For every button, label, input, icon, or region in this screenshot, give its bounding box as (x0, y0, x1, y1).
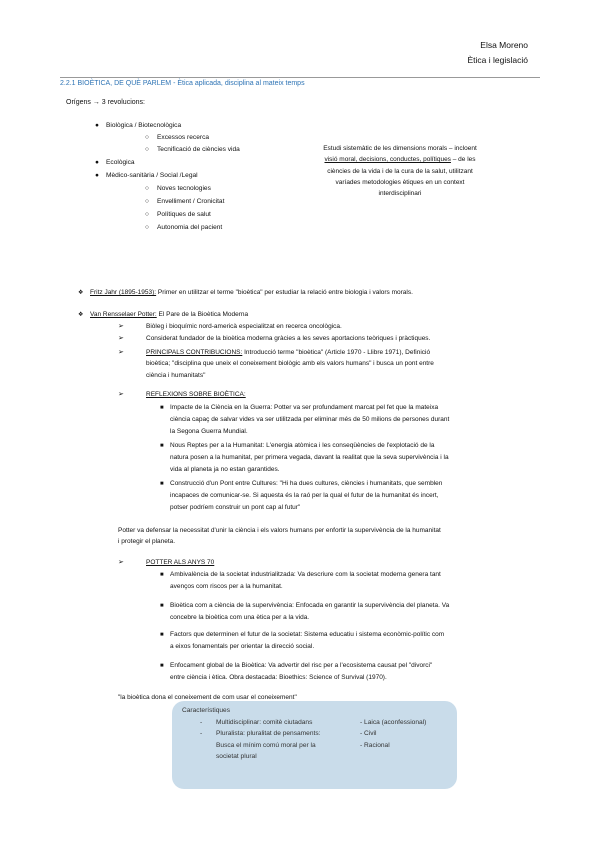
list-item: ● Mèdico-sanitària / Social /Legal (95, 170, 198, 182)
diamond-bullet-icon: ❖ (78, 290, 84, 296)
bullet-icon: ● (95, 172, 99, 179)
characteristics-left: - Multidisciplinar: comitè ciutadans - Pluralista: pluralitat de pensaments: Busca el mínim comú moral per la societat plural (200, 719, 321, 761)
seventies-item: ■ Factors que determinen el futur de la societat: Sistema educatiu i sistema econòmic-polític com a eixos fonamentals per orientar la direcció social. (160, 631, 445, 651)
circle-bullet-icon: ○ (145, 185, 149, 192)
arrow-bullet-icon: ➢ (118, 391, 124, 398)
bioethics-definition: Estudi sistemàtic de les dimensions morals – incloent visió moral, decisions, conductes, polítiques – de les ciències de la vida i de la cura de la salut, utilitzant varíades metodologies ètiques en un context interdisciplinari (323, 145, 477, 198)
bullet-icon: ● (95, 122, 99, 129)
list-item: ○ Autonomia del pacient (145, 222, 222, 234)
square-bullet-icon: ■ (160, 405, 164, 411)
square-bullet-icon: ■ (160, 603, 164, 609)
author-name: Elsa Moreno (480, 40, 528, 50)
list-item: ● Ecològica (95, 157, 135, 169)
circle-bullet-icon: ○ (145, 198, 149, 205)
arrow-bullet-icon: ➢ (118, 323, 124, 330)
subject-name: Ètica i legislació (467, 55, 528, 65)
reflection-item: ■ Construcció d'un Pont entre Cultures: "Hi ha dues cultures, ciències i humanitats, que semblen incapaces de comunicar-se. Si aquesta és la raó per la qual el futur de la humanitat és incert, potser podríem construir un pont cap al futur" (160, 480, 443, 511)
list-item: ○ Tecnificació de ciències vida (145, 144, 240, 156)
list-item: ○ Polítiques de salut (145, 209, 211, 221)
seventies-heading: ➢ POTTER ALS ANYS 70 (118, 557, 214, 568)
square-bullet-icon: ■ (160, 663, 164, 669)
seventies-item: ■ Ambivalència de la societat industrialitzada: Va descriure com la societat moderna genera tant avenços com riscos per a la humanitat. (160, 571, 441, 591)
potter-defense: Potter va defensar la necessitat d'unir la ciència i els valors humans per enfortir la supervivència de la humanitat i protegir el planeta. (118, 527, 441, 546)
diamond-bullet-icon: ❖ (78, 312, 84, 318)
square-bullet-icon: ■ (160, 481, 164, 487)
potter-point: ➢ Biòleg i bioquímic nord-americà especialitzat en recerca oncològica. (118, 321, 342, 332)
section-title: 2.2.1 BIOÈTICA, DE QUÈ PARLEM - Ètica aplicada, disciplina al mateix temps (60, 80, 305, 87)
square-bullet-icon: ■ (160, 572, 164, 578)
list-item: ○ Envelliment / Cronicitat (145, 196, 224, 208)
arrow-bullet-icon: ➢ (118, 349, 124, 356)
reflection-item: ■ Impacte de la Ciència en la Guerra: Potter va ser profundament marcat pel fet que la mateixa ciència capaç de salvar vides va ser utilitzada per eliminar més de 50 milions de persones durant la Segona Guerra Mundial. (160, 404, 450, 435)
header-divider (60, 77, 540, 78)
potter-quote: "la bioètica dona el coneixement de com usar el coneixement" (118, 694, 297, 701)
characteristics-box (172, 701, 457, 789)
seventies-item: ■ Enfocament global de la Bioètica: Va advertir del risc per a l'ecosistema causat pel "divorci" entre ciència i ètica. Obra destacada: Bioethics: Science of Survival (1970). (160, 662, 433, 682)
list-item: ○ Noves tecnologies (145, 183, 211, 195)
bullet-icon: ● (95, 159, 99, 166)
circle-bullet-icon: ○ (145, 146, 149, 153)
jahr-entry: ❖ Fritz Jahr (1895-1953): Primer en utilitzar el terme "bioètica" per estudiar la relació entre biologia i valors morals. (78, 287, 548, 299)
arrow-bullet-icon: ➢ (118, 335, 124, 342)
circle-bullet-icon: ○ (145, 134, 149, 141)
list-item: ○ Excessos recerca (145, 132, 209, 144)
characteristics-right: - Laica (aconfessional) - Civil - Racional (360, 719, 427, 749)
potter-point: ➢ Considerat fundador de la bioètica moderna gràcies a les seves aportacions teòriques i pràctiques. (118, 333, 430, 344)
reflection-item: ■ Nous Reptes per a la Humanitat: L'energia atòmica i les conseqüències de l'explotació de la natura posen a la humanitat, per primera vegada, davant la realitat que la seva supervivència i la vida al planeta ja no estan garantides. (160, 442, 449, 473)
seventies-item: ■ Bioètica com a ciència de la supervivència: Enfocada en garantir la supervivència del planeta. Va concebre la bioètica com una ètica per a la vida. (160, 602, 450, 622)
characteristics-title: Característiques (182, 707, 231, 714)
potter-contributions: ➢ PRINCIPALS CONTRIBUCIONS: Introducció terme "bioètica" (Article 1970 - Llibre 1971), Definició bioètica; "disciplina que uneix el coneixement biològic amb els valors humans" i busca un pont entre ciència i humanitats" (118, 349, 434, 379)
list-item: ● Biològica / Biotecnològica (95, 120, 181, 132)
origins-label: Orígens → 3 revolucions: (66, 99, 145, 106)
square-bullet-icon: ■ (160, 632, 164, 638)
arrow-bullet-icon: ➢ (118, 559, 124, 566)
circle-bullet-icon: ○ (145, 211, 149, 218)
circle-bullet-icon: ○ (145, 224, 149, 231)
potter-entry: ❖ Van Rensselaer Potter: El Pare de la Bioètica Moderna (78, 309, 248, 321)
square-bullet-icon: ■ (160, 443, 164, 449)
reflections-heading: ➢ REFLEXIONS SOBRE BIOÈTICA: (118, 389, 246, 400)
